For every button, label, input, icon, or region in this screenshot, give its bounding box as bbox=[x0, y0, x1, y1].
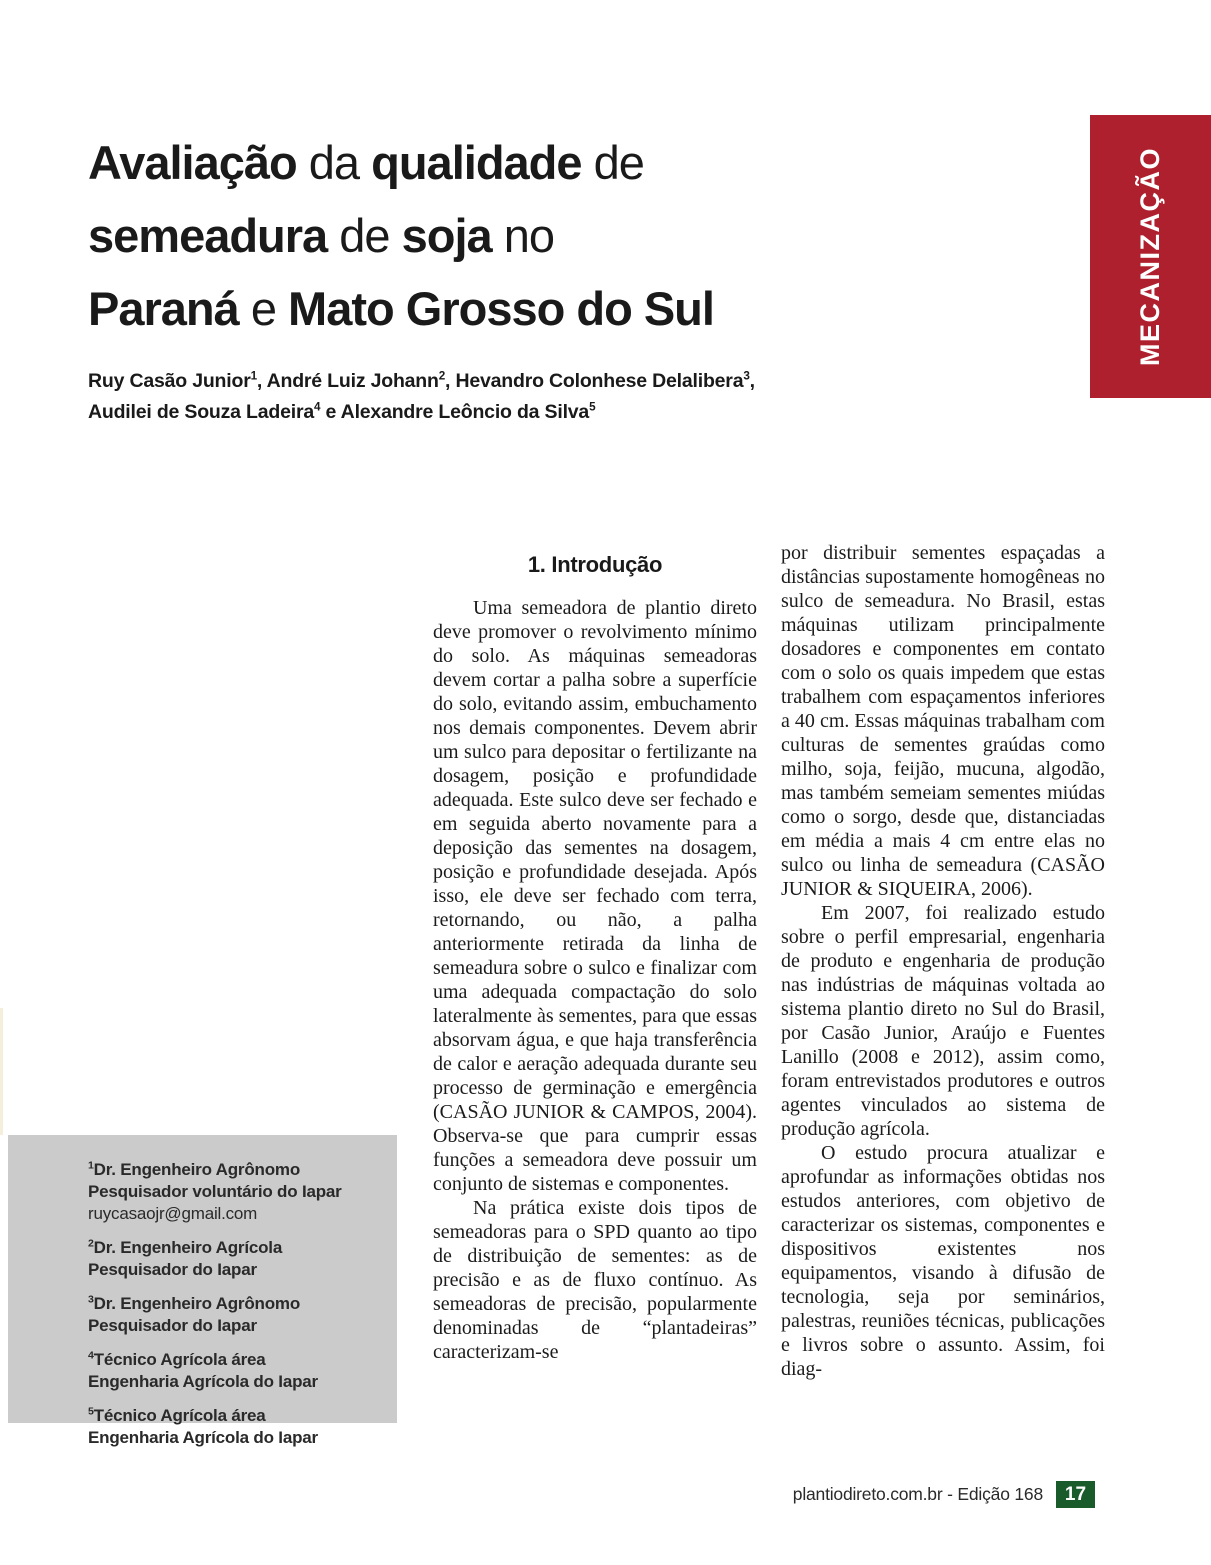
page-number: 17 bbox=[1064, 1483, 1087, 1505]
affiliation-footnote-ref: 2 bbox=[88, 1237, 94, 1250]
author-separator: , bbox=[749, 370, 755, 392]
affiliation-footnote-ref: 3 bbox=[88, 1293, 94, 1306]
title-word-bold: Avaliação bbox=[88, 136, 297, 189]
affiliation-footnote-ref: 4 bbox=[88, 1349, 94, 1362]
author-line-1 bbox=[88, 366, 808, 397]
body-column-2 bbox=[781, 541, 1105, 1381]
affiliation-entry bbox=[88, 1293, 387, 1337]
title-line-1 bbox=[88, 126, 848, 199]
page-footer bbox=[640, 1481, 1095, 1508]
affiliation-role bbox=[88, 1349, 387, 1371]
author-name: Audilei de Souza Ladeira bbox=[88, 401, 315, 423]
author-name: Ruy Casão Junior bbox=[88, 370, 251, 392]
author-footnote-ref: 5 bbox=[589, 400, 596, 414]
affiliation-line: Dr. Engenheiro Agrícola bbox=[93, 1238, 283, 1257]
title-word-bold: soja bbox=[401, 209, 492, 262]
author-list bbox=[88, 366, 808, 428]
body-column-1 bbox=[433, 596, 757, 1364]
affiliation-email: ruycasaojr@gmail.com bbox=[88, 1204, 258, 1223]
title-line-2 bbox=[88, 199, 848, 272]
affiliation-entry bbox=[88, 1237, 387, 1281]
body-paragraph: Na prática existe dois tipos de semeadoras para o SPD quanto ao tipo de distribuição de sementes: as de precisão e as de fluxo contínuo. As semeadoras de precisão, popularmente denominadas de “plantadeiras” caracterizam-se bbox=[433, 1197, 757, 1363]
section-banner-label: MECANIZAÇÃO bbox=[1135, 147, 1165, 366]
affiliation-entry bbox=[88, 1159, 387, 1225]
affiliation-line: Técnico Agrícola área bbox=[93, 1350, 266, 1369]
footer-site-text: plantiodireto.com.br - Edição 168 bbox=[792, 1484, 1043, 1504]
affiliation-entry bbox=[88, 1349, 387, 1393]
affiliation-line: Pesquisador do Iapar bbox=[88, 1260, 257, 1279]
title-word-bold: qualidade bbox=[371, 136, 582, 189]
affiliation-line: Pesquisador voluntário do Iapar bbox=[88, 1182, 342, 1201]
author-footnote-ref: 2 bbox=[438, 369, 446, 383]
author-name: , André Luiz Johann bbox=[256, 370, 439, 392]
author-name: e Alexandre Leôncio da Silva bbox=[320, 401, 590, 423]
title-word-bold: Paraná bbox=[88, 282, 239, 335]
author-name: , Hevandro Colonhese Delalibera bbox=[445, 370, 744, 392]
affiliation-footnote-ref: 1 bbox=[88, 1159, 94, 1172]
affiliation-line: Técnico Agrícola área bbox=[93, 1406, 266, 1425]
body-paragraph: por distribuir sementes espaçadas a distâncias supostamente homogêneas no sulco de semeadura. No Brasil, estas máquinas utilizam principalmente dosadores e componentes em contato com o solo os quais impedem que estas trabalhem com espaçamentos inferiores a 40 cm. Essas máquinas trabalham com culturas de sementes graúdas como milho, soja, feijão, mucuna, algodão, mas também semeiam sementes miúdas como o sorgo, desde que, distanciadas em média a mais 4 cm entre elas no sulco ou linha de semeadura (CASÃO JUNIOR & SIQUEIRA, 2006). bbox=[781, 542, 1105, 900]
title-word: no bbox=[491, 209, 554, 262]
page-number-box bbox=[1056, 1481, 1095, 1508]
title-line-3 bbox=[88, 272, 848, 345]
author-footnote-ref: 3 bbox=[743, 369, 750, 383]
section-banner bbox=[1090, 115, 1211, 398]
title-word: de bbox=[327, 209, 402, 262]
affiliation-line: Engenharia Agrícola do Iapar bbox=[88, 1372, 318, 1391]
author-line-2 bbox=[88, 397, 808, 428]
affiliation-line: Dr. Engenheiro Agrônomo bbox=[93, 1160, 301, 1179]
title-word: de bbox=[581, 136, 644, 189]
affiliations-box bbox=[8, 1135, 397, 1447]
affiliation-line: Pesquisador do Iapar bbox=[88, 1316, 257, 1335]
title-word-bold: Mato Grosso do Sul bbox=[288, 282, 714, 335]
article-title bbox=[88, 126, 848, 345]
left-edge-accent-line bbox=[0, 1008, 3, 1135]
body-paragraph: Uma semeadora de plantio direto deve promover o revolvimento mínimo do solo. As máquinas semeadoras devem cortar a palha sobre a superfície do solo, evitando assim, embuchamento nos demais componentes. Devem abrir um sulco para depositar o fertilizante na dosagem, posição e profundidade adequada. Este sulco deve ser fechado e em seguida aberto novamente para a deposição das sementes na dosagem, posição e profundidade desejada. Após isso, ele deve ser fechado com terra, retornando, ou não, a palha anteriormente retirada da linha de semeadura sobre o sulco e finalizar com uma adequada compactação do solo lateralmente às sementes, para que essas absorvam água, e que haja transferência de calor e aeração adequada durante seu processo de germinação e emergência (CASÃO JUNIOR & CAMPOS, 2004). Observa-se que para cumprir essas funções a semeadora deve possuir um conjunto de sistemas e componentes. bbox=[433, 597, 757, 1195]
title-word: e bbox=[238, 282, 289, 335]
title-word: da bbox=[296, 136, 372, 189]
affiliation-footnote-ref: 5 bbox=[88, 1405, 94, 1418]
title-word-bold: semeadura bbox=[88, 209, 328, 262]
body-paragraph: O estudo procura atualizar e aprofundar as informações obtidas nos estudos anteriores, com objetivo de caracterizar os sistemas, componentes e dispositivos existentes nos equipamentos, visando à difusão de tecnologia, seja por seminários, palestras, reuniões técnicas, publicações e livros sobre o assunto. Assim, foi diag- bbox=[781, 1142, 1105, 1380]
affiliation-role bbox=[88, 1293, 387, 1315]
affiliation-role bbox=[88, 1405, 387, 1427]
section-heading: 1. Introdução bbox=[527, 552, 663, 577]
affiliation-line: Engenharia Agrícola do Iapar bbox=[88, 1428, 318, 1447]
affiliation-entry bbox=[88, 1405, 387, 1449]
affiliation-role bbox=[88, 1159, 387, 1181]
affiliation-role bbox=[88, 1237, 387, 1259]
author-footnote-ref: 4 bbox=[314, 400, 321, 414]
body-paragraph: Em 2007, foi realizado estudo sobre o perfil empresarial, engenharia de produto e engenharia de produção nas indústrias de máquinas voltada ao sistema plantio direto no Sul do Brasil, por Casão Junior, Araújo e Fuentes Lanillo (2008 e 2012), assim como, foram entrevistados produtores e outros agentes vinculados ao sistema de produção agrícola. bbox=[781, 902, 1105, 1140]
author-footnote-ref: 1 bbox=[250, 369, 257, 383]
affiliation-line: Dr. Engenheiro Agrônomo bbox=[93, 1294, 301, 1313]
